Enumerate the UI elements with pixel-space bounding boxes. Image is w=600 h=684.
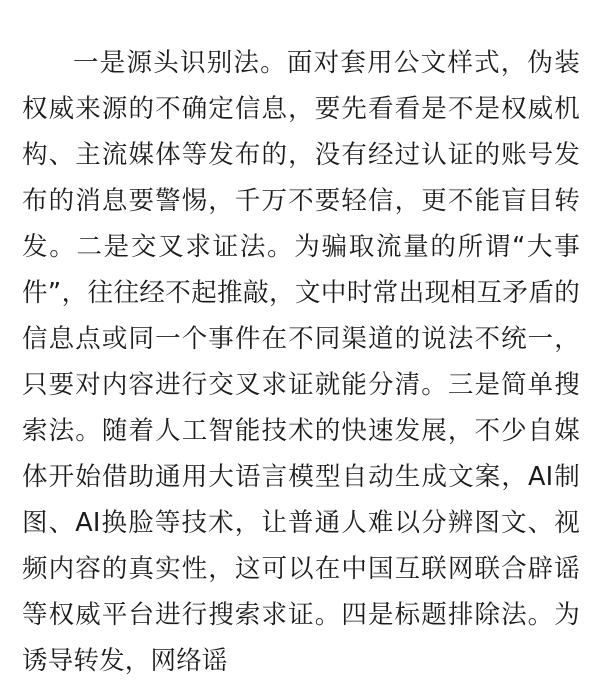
document-paragraph: 一是源头识别法。面对套用公文样式，伪装权威来源的不确定信息，要先看看是不是权威机构、主流媒体等发布的，没有经过认证的账号发布的消息要警惕，千万不要轻信，更不能盲目转发。二是交叉求证法。为骗取流量的所谓“大事件”，往往经不起推敲，文中时常出现相互矛盾的信息点或同一个事件在不同渠道的说法不统一，只要对内容进行交叉求证就能分清。三是简单搜索法。随着人工智能技术的快速发展，不少自媒体开始借助通用大语言模型自动生成文案，AI制图、AI换脸等技术，让普通人难以分辨图文、视频内容的真实性，这可以在中国互联网联合辟谣等权威平台进行搜索求证。四是标题排除法。为诱导转发，网络谣: [22, 47, 580, 676]
